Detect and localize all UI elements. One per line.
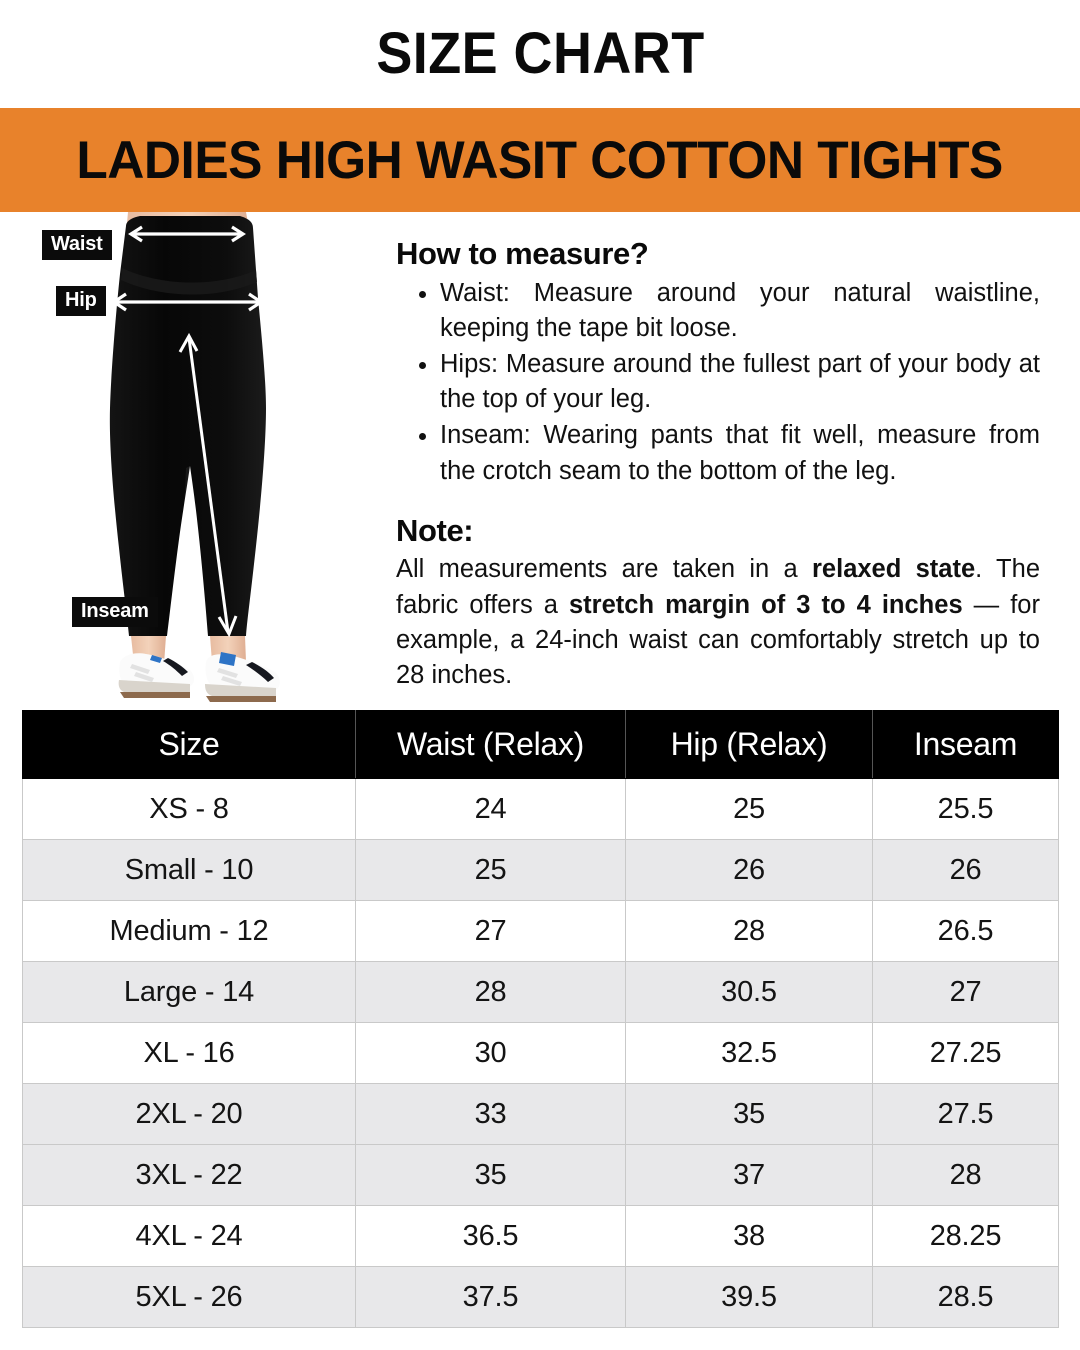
table-row [23,1206,1059,1267]
cell-waist: 28 [356,962,626,1023]
table-row [23,1145,1059,1206]
size-table-head [23,711,1059,779]
table-row [23,1084,1059,1145]
left-sneaker [119,653,194,698]
cell-waist: 30 [356,1023,626,1084]
cell-size: 2XL - 20 [23,1084,356,1145]
cell-inseam: 27.5 [873,1084,1059,1145]
table-row [23,901,1059,962]
cell-inseam: 28 [873,1145,1059,1206]
cell-hip: 39.5 [626,1267,873,1328]
cell-inseam: 28.25 [873,1206,1059,1267]
note-part-2: . The fabric offers a [396,555,1040,619]
column-header-hip: Hip (Relax) [626,711,873,779]
inseam-label: Inseam [72,597,158,627]
cell-hip: 26 [626,840,873,901]
cell-hip: 35 [626,1084,873,1145]
column-header-inseam: Inseam [873,711,1059,779]
note-part-3: — for example, a 24-inch waist can comfortably stretch up to 28 inches. [396,590,1040,689]
measurement-illustration [0,212,380,702]
cell-size: 4XL - 24 [23,1206,356,1267]
note-heading: Note: [396,512,474,548]
table-row [23,1023,1059,1084]
cell-waist: 37.5 [356,1267,626,1328]
table-header-row [23,711,1059,779]
product-banner [0,108,1080,212]
instructions-panel [396,236,1040,693]
cell-inseam: 28.5 [873,1267,1059,1328]
hip-label: Hip [56,286,106,316]
size-table-body [23,779,1059,1328]
cell-size: Medium - 12 [23,901,356,962]
cell-size: Small - 10 [23,840,356,901]
cell-size: XS - 8 [23,779,356,840]
table-row [23,962,1059,1023]
list-item: Waist: Measure around your natural waistline, keeping the tape bit loose. [414,276,1040,346]
size-table [22,710,1059,1328]
cell-inseam: 25.5 [873,779,1059,840]
cell-hip: 28 [626,901,873,962]
cell-inseam: 27.25 [873,1023,1059,1084]
cell-waist: 27 [356,901,626,962]
cell-hip: 38 [626,1206,873,1267]
table-row [23,840,1059,901]
cell-size: XL - 16 [23,1023,356,1084]
page-title-bar [0,0,1080,108]
cell-waist: 25 [356,840,626,901]
measure-bullet-list [414,276,1040,489]
column-header-size: Size [23,711,356,779]
cell-waist: 35 [356,1145,626,1206]
cell-hip: 37 [626,1145,873,1206]
page-title: SIZE CHART [375,21,705,86]
note-bold-relaxed-state: relaxed state [812,555,976,584]
cell-waist: 24 [356,779,626,840]
note-section [396,513,1040,693]
table-row [23,779,1059,840]
cell-waist: 33 [356,1084,626,1145]
cell-hip: 25 [626,779,873,840]
list-item: Inseam: Wearing pants that fit well, measure from the crotch seam to the bottom of the leg. [414,418,1040,488]
column-header-waist: Waist (Relax) [356,711,626,779]
waist-label: Waist [42,230,112,260]
cell-size: 5XL - 26 [23,1267,356,1328]
cell-waist: 36.5 [356,1206,626,1267]
table-row [23,1267,1059,1328]
how-to-measure-heading: How to measure? [396,236,649,271]
cell-size: 3XL - 22 [23,1145,356,1206]
cell-hip: 32.5 [626,1023,873,1084]
cell-hip: 30.5 [626,962,873,1023]
cell-inseam: 27 [873,962,1059,1023]
note-text [396,552,1040,693]
cell-inseam: 26.5 [873,901,1059,962]
list-item: Hips: Measure around the fullest part of your body at the top of your leg. [414,347,1040,417]
cell-size: Large - 14 [23,962,356,1023]
right-sneaker [205,652,280,702]
product-banner-title: LADIES HIGH WASIT COTTON TIGHTS [76,130,1004,190]
cell-inseam: 26 [873,840,1059,901]
note-bold-stretch-margin: stretch margin of 3 to 4 inches [569,590,963,619]
note-part-1: All measurements are taken in a [396,555,812,584]
